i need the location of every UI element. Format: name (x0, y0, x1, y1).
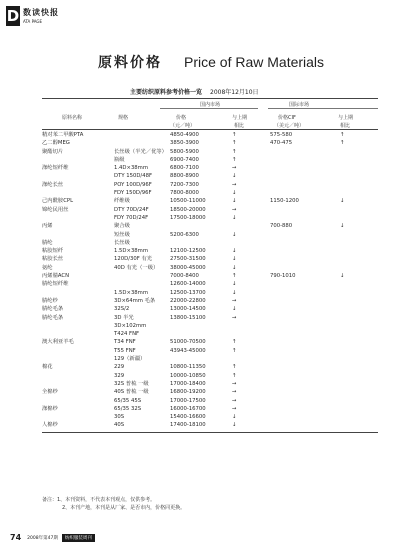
table-subtitle (130, 87, 259, 96)
row-intl-price: 700-880 (270, 223, 293, 230)
row-price: 7800-8000 (170, 190, 199, 197)
row-price: 10500-11000 (170, 198, 206, 205)
row-intl-price: 1150-1200 (270, 198, 299, 205)
magazine-badge: 纺织服装周刊 (62, 534, 95, 542)
row-price: 7000-8400 (170, 273, 199, 280)
row-change-icon: ↑ (232, 273, 237, 280)
row-name: 腈纶毛条 (42, 314, 64, 321)
row-spec: T55 FNF (114, 347, 136, 354)
row-change-icon: ↓ (232, 264, 237, 271)
row-change-icon: ↓ (232, 190, 237, 197)
table-row (42, 338, 378, 346)
table-row (42, 388, 378, 396)
row-change-icon: → (232, 181, 237, 188)
row-change-icon: → (232, 405, 237, 412)
table-row (42, 289, 378, 297)
table-row (42, 231, 378, 239)
row-name: 乙二醇MEG (42, 140, 70, 147)
table-row (42, 239, 378, 247)
table-row (42, 363, 378, 371)
row-spec: 长丝级 (114, 239, 130, 246)
row-name: 腈纶 (42, 239, 53, 246)
page-title-en: Price of Raw Materials (184, 54, 325, 70)
table-row (42, 189, 378, 197)
row-intl-price: 790-1010 (270, 273, 296, 280)
row-change-icon: ↓ (232, 414, 237, 421)
row-change-icon: ↓ (232, 306, 237, 313)
row-name: 锦纶民用丝 (42, 206, 69, 213)
row-price: 43943-45000 (170, 347, 206, 354)
col-spec-header: 规格 (118, 115, 129, 121)
table-row (42, 156, 378, 164)
row-spec: 3D 半光 (114, 314, 134, 321)
row-spec: 聚合级 (114, 223, 130, 230)
row-name: 腈纶毛条 (42, 306, 64, 313)
table-row (42, 355, 378, 363)
table-bottom-rule (42, 432, 378, 433)
row-price: 12100-12500 (170, 248, 206, 255)
row-change-icon: ↑ (232, 339, 237, 346)
table-row (42, 181, 378, 189)
logo-subtitle: ATA PAGE (23, 19, 43, 24)
table-row (42, 397, 378, 405)
row-spec: T424 FNF (114, 331, 140, 338)
row-price: 12600-14000 (170, 281, 206, 288)
row-change-icon: ↑ (232, 347, 237, 354)
intl-group-header: 国际市场 (289, 102, 310, 108)
row-spec: 229 (114, 364, 125, 371)
table-row (42, 405, 378, 413)
row-price: 5200-6300 (170, 231, 199, 238)
table-row (42, 148, 378, 156)
row-price: 51000-70500 (170, 339, 206, 346)
row-spec: FDY 70D/24F (114, 214, 149, 221)
row-intl-change-icon: ↓ (340, 198, 345, 205)
row-change-icon: → (232, 297, 237, 304)
row-price: 13800-15100 (170, 314, 206, 321)
row-intl-change-icon: ↓ (340, 223, 345, 230)
row-change-icon: ↓ (232, 198, 237, 205)
row-price: 17000-17500 (170, 397, 206, 404)
row-price: 16800-19200 (170, 389, 206, 396)
row-price: 8800-8900 (170, 173, 199, 180)
row-spec: 32S 普梳 一级 (114, 380, 149, 387)
domestic-group-header: 国内市场 (200, 102, 221, 108)
row-price: 17400-18100 (170, 422, 206, 429)
table-top-rule (42, 98, 378, 99)
row-name: 涤纶长丝 (42, 181, 64, 188)
row-price: 18500-20000 (170, 206, 206, 213)
row-change-icon: → (232, 380, 237, 387)
row-name: 澳大利亚羊毛 (42, 339, 74, 346)
col-name-header: 原料名称 (62, 115, 83, 121)
row-change-icon: → (232, 397, 237, 404)
row-name: 精对苯二甲酸PTA (42, 132, 84, 138)
table-row (42, 255, 378, 263)
table-row (42, 172, 378, 180)
row-change-icon: ↑ (232, 132, 237, 138)
table-row (42, 247, 378, 255)
notes (42, 496, 185, 512)
row-name: 腈纶纱 (42, 297, 58, 304)
row-intl-price: 470-475 (270, 140, 293, 147)
page-footer (10, 525, 95, 542)
row-name: 人棉纱 (42, 422, 58, 429)
row-price: 6900-7400 (170, 156, 199, 163)
col-intl-change-sub: 相比 (340, 123, 351, 129)
col-price-header: 价格 (176, 115, 187, 121)
row-change-icon: → (232, 389, 237, 396)
table-row (42, 131, 378, 139)
row-name: 丙烯 (42, 223, 53, 230)
note-line: 备注：1、本刊资料，不代表本刊观点，仅供参考。 (42, 497, 156, 503)
row-price: 10000-10850 (170, 372, 206, 379)
row-spec: 65/35 32S (114, 405, 142, 412)
row-price: 38000-45000 (170, 264, 206, 271)
table-row (42, 413, 378, 421)
row-price: 3850-3900 (170, 140, 199, 147)
row-spec: 1.5D×38mm (114, 248, 149, 255)
row-name: 氨纶 (42, 264, 53, 271)
row-spec: 短丝级 (114, 231, 130, 238)
row-change-icon: ↑ (232, 364, 237, 371)
row-name: 涤纶短纤维 (42, 165, 69, 172)
row-price: 12500-13700 (170, 289, 206, 296)
row-spec: 129（新疆） (114, 356, 146, 363)
row-price: 15400-16600 (170, 414, 206, 421)
row-price: 5800-5900 (170, 148, 199, 155)
row-change-icon: → (232, 314, 237, 321)
row-price: 16000-16700 (170, 405, 206, 412)
price-table (42, 131, 378, 430)
row-change-icon: ↓ (232, 256, 237, 263)
table-row (42, 206, 378, 214)
row-spec: POY 100D/96F (114, 181, 152, 188)
row-price: 6800-7100 (170, 165, 199, 172)
row-spec: 40D 有光（一级） (114, 264, 159, 271)
row-change-icon: ↓ (232, 214, 237, 221)
note-line: 2、本刊产地，本刊是从厂家、是否市内，价格同更换。 (62, 505, 186, 511)
row-spec: 329 (114, 372, 125, 379)
row-spec: 3D×102mm (114, 322, 147, 329)
page-title-cn: 原料价格 (98, 55, 162, 71)
table-row (42, 164, 378, 172)
table-row (42, 297, 378, 305)
row-spec: 65/35 45S (114, 397, 142, 404)
row-price: 10800-11350 (170, 364, 206, 371)
row-spec: 1.5D×38mm (114, 289, 149, 296)
row-spec: 40S (114, 422, 125, 429)
row-spec: 32S/2 (114, 306, 130, 313)
row-spec: 40S 普梳 一级 (114, 389, 149, 396)
col-intl-unit: （美元／吨） (274, 123, 305, 129)
row-change-icon: ↑ (232, 156, 237, 163)
row-change-icon: → (232, 165, 237, 172)
col-change-sub: 相比 (234, 123, 245, 129)
table-row (42, 380, 378, 388)
row-name: 腈纶短纤维 (42, 281, 69, 288)
row-spec: 1.4D×38mm (114, 165, 149, 172)
row-change-icon: ↓ (232, 422, 237, 429)
table-row (42, 214, 378, 222)
row-spec: 瓶级 (114, 156, 125, 163)
logo-letter: D (6, 7, 20, 25)
row-change-icon: ↑ (232, 372, 237, 379)
row-name: 丙烯腈ACN (42, 273, 70, 280)
col-price-unit: （元／吨） (170, 123, 196, 129)
table-row (42, 305, 378, 313)
logo-title: 数读快报 (23, 8, 59, 17)
table-row (42, 139, 378, 147)
row-spec: 3D×64mm 毛条 (114, 297, 156, 304)
row-intl-change-icon: ↑ (340, 132, 345, 138)
row-change-icon: → (232, 206, 237, 213)
table-row (42, 330, 378, 338)
col-intl-price-header: 价格CIF (278, 115, 296, 121)
row-spec: 120D/30F 有光 (114, 256, 153, 263)
row-change-icon: ↑ (232, 140, 237, 147)
row-change-icon: ↓ (232, 289, 237, 296)
row-change-icon: ↓ (232, 173, 237, 180)
row-price: 17500-18000 (170, 214, 206, 221)
row-change-icon: ↓ (232, 248, 237, 255)
row-price: 22000-22800 (170, 297, 206, 304)
row-price: 7200-7300 (170, 181, 199, 188)
table-row (42, 372, 378, 380)
row-change-icon: ↑ (232, 148, 237, 155)
row-name: 粘胶短纤 (42, 248, 64, 255)
table-row (42, 264, 378, 272)
row-name: 己内酰胺CPL (42, 198, 74, 205)
row-name: 聚酯切片 (42, 148, 64, 155)
row-price: 27500-31500 (170, 256, 206, 263)
row-intl-change-icon: ↑ (340, 140, 345, 147)
row-name: 粘胶长丝 (42, 256, 64, 263)
intl-group-rule (268, 108, 378, 109)
row-change-icon: ↓ (232, 231, 237, 238)
row-spec: T34 FNF (114, 339, 136, 346)
issue-label: 2008年第47期 (27, 536, 58, 541)
table-row (42, 322, 378, 330)
subtitle-text: 主要纺织原料参考价格一览 (130, 89, 203, 96)
table-row (42, 421, 378, 429)
table-row (42, 347, 378, 355)
table-row (42, 222, 378, 230)
domestic-group-rule (160, 108, 258, 109)
table-row (42, 272, 378, 280)
row-spec: DTY 150D/48F (114, 173, 152, 180)
table-row (42, 314, 378, 322)
col-intl-change-header: 与上期 (338, 115, 354, 121)
subtitle-date: 2008年12月10日 (210, 89, 259, 96)
row-spec: 30S (114, 414, 125, 421)
row-price: 4850-4900 (170, 132, 199, 138)
row-spec: 纤维级 (114, 198, 130, 205)
row-price: 17000-18400 (170, 380, 206, 387)
col-change-header: 与上期 (232, 115, 248, 121)
row-change-icon: ↓ (232, 281, 237, 288)
page-number: 74 (10, 533, 22, 542)
page-title (98, 52, 324, 72)
row-name: 涤棉纱 (42, 405, 58, 412)
header-bottom-rule (42, 129, 378, 130)
row-price: 13000-14500 (170, 306, 206, 313)
row-name: 全棉纱 (42, 389, 58, 396)
row-spec: FDY 150D/96F (114, 190, 152, 197)
row-intl-price: 575-580 (270, 132, 293, 138)
row-name: 棉花 (42, 364, 53, 371)
table-row (42, 280, 378, 288)
table-row (42, 197, 378, 205)
row-spec: 长丝级（半光／优等） (114, 148, 167, 155)
row-spec: DTY 70D/24F (114, 206, 149, 213)
row-intl-change-icon: ↓ (340, 273, 345, 280)
